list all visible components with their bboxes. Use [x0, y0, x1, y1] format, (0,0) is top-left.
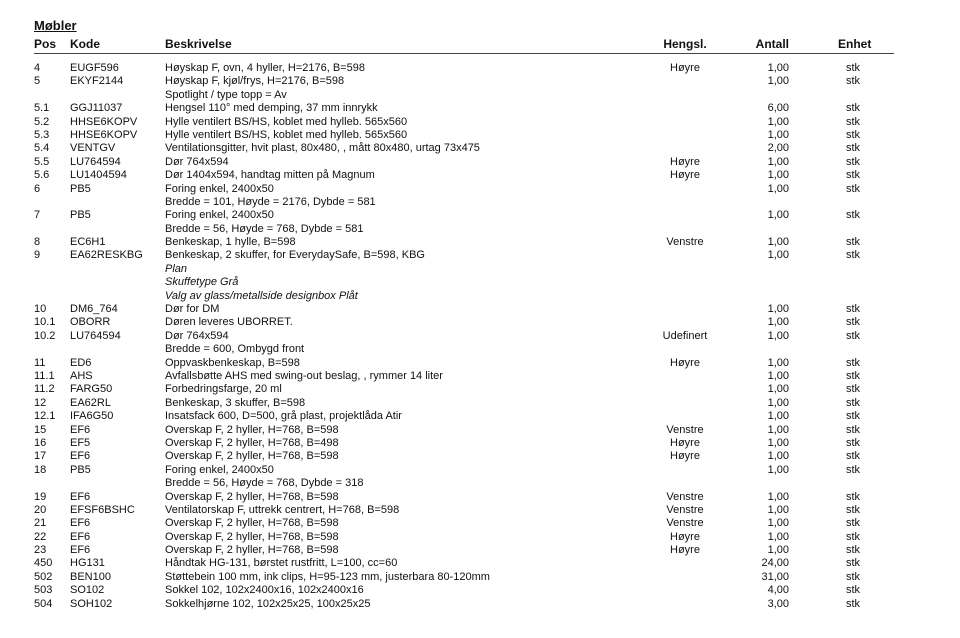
row-hengsl: Udefinert	[662, 329, 708, 342]
row-antall: 1,00	[767, 75, 789, 88]
row-enhet: stk	[845, 396, 861, 409]
table-row	[34, 557, 894, 570]
table-row	[34, 183, 894, 196]
row-hengsl: Høyre	[670, 356, 700, 369]
row-kode: BEN100	[70, 570, 111, 583]
row-pos: 12.1	[34, 410, 56, 423]
row-kode: EF5	[70, 436, 91, 449]
table-row	[34, 584, 894, 597]
table-row	[34, 236, 894, 249]
table-row	[34, 169, 894, 182]
row-kode: HG131	[70, 557, 105, 570]
row-description: Dør 1404x594, handtag mitten på Magnum	[165, 169, 375, 182]
col-enhet-header: Enhet	[838, 37, 872, 51]
row-hengsl: Venstre	[666, 236, 704, 249]
table-body	[34, 62, 894, 611]
table-row	[34, 316, 894, 329]
table-row	[34, 276, 894, 289]
row-hengsl: Høyre	[670, 530, 700, 543]
table-row	[34, 249, 894, 262]
row-kode: EF6	[70, 544, 91, 557]
table-row	[34, 544, 894, 557]
row-kode: ED6	[70, 356, 92, 369]
row-antall: 1,00	[767, 450, 789, 463]
row-antall: 1,00	[767, 128, 789, 141]
row-pos: 502	[34, 570, 53, 583]
row-kode: EF6	[70, 517, 91, 530]
table-row	[34, 156, 894, 169]
row-enhet: stk	[845, 570, 861, 583]
row-description: Plan	[165, 262, 188, 275]
row-kode: EA62RL	[70, 396, 111, 409]
row-pos: 5.5	[34, 155, 50, 168]
row-description: Høyskap F, kjøl/frys, H=2176, B=598	[165, 75, 345, 88]
row-description: Høyskap F, ovn, 4 hyller, H=2176, B=598	[165, 62, 365, 74]
row-pos: 19	[34, 490, 47, 503]
table-row	[34, 263, 894, 276]
section-title: Møbler	[34, 18, 77, 33]
row-hengsl: Høyre	[670, 62, 700, 74]
table-row	[34, 343, 894, 356]
row-antall: 1,00	[767, 169, 789, 182]
row-kode: PB5	[70, 182, 91, 195]
table-row	[34, 504, 894, 517]
row-description: Dør for DM	[165, 303, 220, 316]
row-enhet: stk	[845, 557, 861, 570]
row-enhet: stk	[845, 544, 861, 557]
row-antall: 1,00	[767, 316, 789, 329]
row-description: Skuffetype Grå	[165, 276, 239, 289]
row-enhet: stk	[845, 155, 861, 168]
table-row	[34, 89, 894, 102]
row-antall: 1,00	[767, 490, 789, 503]
row-enhet: stk	[845, 249, 861, 262]
row-description: Dør 764x594	[165, 329, 229, 342]
row-description: Benkeskap, 2 skuffer, for EverydaySafe, B=598, KBG	[165, 249, 425, 262]
row-description: Overskap F, 2 hyller, H=768, B=598	[165, 490, 339, 503]
row-enhet: stk	[845, 383, 861, 396]
row-hengsl: Venstre	[666, 423, 704, 436]
row-enhet: stk	[845, 369, 861, 382]
row-antall: 1,00	[767, 209, 789, 222]
row-description: Foring enkel, 2400x50	[165, 209, 274, 222]
table-row	[34, 464, 894, 477]
row-hengsl: Høyre	[670, 155, 700, 168]
row-antall: 1,00	[767, 236, 789, 249]
row-enhet: stk	[845, 75, 861, 88]
row-enhet: stk	[845, 316, 861, 329]
table-header	[34, 36, 894, 52]
row-hengsl: Venstre	[666, 503, 704, 516]
row-enhet: stk	[845, 142, 861, 155]
row-pos: 11.1	[34, 369, 55, 382]
table-row	[34, 330, 894, 343]
row-kode: EF6	[70, 423, 91, 436]
row-description: Håndtak HG-131, børstet rustfritt, L=100, cc=60	[165, 557, 398, 570]
row-enhet: stk	[845, 450, 861, 463]
row-description: Foring enkel, 2400x50	[165, 182, 274, 195]
row-description: Bredde = 600, Ombygd front	[165, 343, 305, 356]
row-description: Benkeskap, 1 hylle, B=598	[165, 236, 296, 249]
row-antall: 1,00	[767, 62, 789, 74]
row-hengsl: Venstre	[666, 490, 704, 503]
row-description: Støttebein 100 mm, ink clips, H=95-123 mm, justerbara 80-120mm	[165, 570, 490, 583]
row-kode: EKYF2144	[70, 75, 124, 88]
row-antall: 2,00	[767, 142, 789, 155]
row-pos: 11	[34, 356, 46, 369]
row-pos: 18	[34, 463, 47, 476]
table-row	[34, 531, 894, 544]
row-kode: AHS	[70, 369, 93, 382]
row-enhet: stk	[845, 410, 861, 423]
row-description: Overskap F, 2 hyller, H=768, B=598	[165, 423, 339, 436]
row-description: Sokkelhjørne 102, 102x25x25, 100x25x25	[165, 597, 371, 610]
row-antall: 4,00	[767, 584, 789, 597]
row-enhet: stk	[845, 62, 861, 74]
row-antall: 1,00	[767, 182, 789, 195]
row-pos: 15	[34, 423, 47, 436]
row-enhet: stk	[845, 517, 861, 530]
row-description: Overskap F, 2 hyller, H=768, B=598	[165, 450, 339, 463]
row-pos: 503	[34, 584, 53, 597]
row-enhet: stk	[845, 584, 861, 597]
table-row	[34, 437, 894, 450]
row-hengsl: Høyre	[670, 436, 700, 449]
row-enhet: stk	[845, 329, 861, 342]
row-description: Hylle ventilert BS/HS, koblet med hylleb. 565x560	[165, 128, 408, 141]
row-description: Ventilationsgitter, hvit plast, 80x480, , mått 80x480, urtag 73x475	[165, 142, 480, 155]
row-kode: EA62RESKBG	[70, 249, 143, 262]
table-row	[34, 142, 894, 155]
row-enhet: stk	[845, 182, 861, 195]
row-pos: 4	[34, 62, 41, 74]
col-hengsl-header: Hengsl.	[663, 37, 707, 51]
row-description: Oppvaskbenkeskap, B=598	[165, 356, 300, 369]
row-pos: 9	[34, 249, 41, 262]
row-antall: 6,00	[767, 102, 789, 115]
row-kode: LU764594	[70, 155, 121, 168]
table-row	[34, 424, 894, 437]
table-row	[34, 357, 894, 370]
row-description: Hylle ventilert BS/HS, koblet med hylleb. 565x560	[165, 115, 408, 128]
row-antall: 1,00	[767, 115, 789, 128]
row-description: Foring enkel, 2400x50	[165, 463, 274, 476]
row-kode: SOH102	[70, 597, 113, 610]
row-description: Bredde = 56, Høyde = 768, Dybde = 318	[165, 477, 364, 490]
row-enhet: stk	[845, 503, 861, 516]
row-antall: 1,00	[767, 423, 789, 436]
table-row	[34, 410, 894, 423]
row-antall: 1,00	[767, 369, 789, 382]
row-antall: 1,00	[767, 463, 789, 476]
row-enhet: stk	[845, 423, 861, 436]
table-row	[34, 129, 894, 142]
row-pos: 5.3	[34, 128, 50, 141]
row-pos: 10.1	[34, 316, 56, 329]
row-description: Spotlight / type topp = Av	[165, 88, 287, 101]
row-pos: 5.1	[34, 102, 50, 115]
row-kode: LU1404594	[70, 169, 127, 182]
row-kode: EF6	[70, 530, 91, 543]
row-kode: PB5	[70, 209, 91, 222]
row-hengsl: Venstre	[666, 517, 704, 530]
table-row	[34, 209, 894, 222]
row-kode: IFA6G50	[70, 410, 114, 423]
row-enhet: stk	[845, 303, 861, 316]
row-description: Bredde = 101, Høyde = 2176, Dybde = 581	[165, 195, 376, 208]
row-antall: 3,00	[767, 597, 789, 610]
row-antall: 31,00	[761, 570, 789, 583]
row-kode: DM6_764	[70, 303, 118, 316]
row-kode: GGJ11037	[70, 102, 123, 115]
table-row	[34, 303, 894, 316]
table-row	[34, 383, 894, 396]
table-row	[34, 196, 894, 209]
row-kode: EC6H1	[70, 236, 106, 249]
row-hengsl: Høyre	[670, 450, 700, 463]
row-enhet: stk	[845, 490, 861, 503]
row-enhet: stk	[845, 436, 861, 449]
table-row	[34, 370, 894, 383]
row-description: Insatsfack 600, D=500, grå plast, projektlåda Atir	[165, 410, 402, 423]
table-row	[34, 102, 894, 115]
table-row	[34, 571, 894, 584]
row-enhet: stk	[845, 463, 861, 476]
row-kode: LU764594	[70, 329, 121, 342]
row-enhet: stk	[845, 169, 861, 182]
row-description: Benkeskap, 3 skuffer, B=598	[165, 396, 306, 409]
row-antall: 24,00	[761, 557, 789, 570]
row-enhet: stk	[845, 597, 861, 610]
row-antall: 1,00	[767, 329, 789, 342]
table-row	[34, 223, 894, 236]
row-kode: EUGF596	[70, 62, 119, 74]
row-description: Dør 764x594	[165, 155, 229, 168]
row-hengsl: Høyre	[670, 544, 700, 557]
row-antall: 1,00	[767, 517, 789, 530]
row-pos: 5.4	[34, 142, 50, 155]
row-description: Bredde = 56, Høyde = 768, Dybde = 581	[165, 222, 364, 235]
row-description: Overskap F, 2 hyller, H=768, B=598	[165, 530, 339, 543]
row-pos: 10.2	[34, 329, 56, 342]
row-pos: 21	[34, 517, 47, 530]
row-antall: 1,00	[767, 410, 789, 423]
row-kode: EF6	[70, 450, 91, 463]
table-row	[34, 290, 894, 303]
row-antall: 1,00	[767, 249, 789, 262]
row-pos: 5.2	[34, 115, 50, 128]
row-kode: FARG50	[70, 383, 113, 396]
row-antall: 1,00	[767, 396, 789, 409]
row-description: Forbedringsfarge, 20 ml	[165, 383, 282, 396]
row-antall: 1,00	[767, 383, 789, 396]
row-pos: 23	[34, 544, 47, 557]
row-kode: OBORR	[70, 316, 111, 329]
row-description: Ventilatorskap F, uttrekk centrert, H=768, B=598	[165, 503, 400, 516]
table-row	[34, 517, 894, 530]
col-beskrivelse-header: Beskrivelse	[165, 37, 232, 51]
row-pos: 12	[34, 396, 47, 409]
table-row	[34, 75, 894, 88]
table-row	[34, 62, 894, 75]
row-antall: 1,00	[767, 544, 789, 557]
table-row	[34, 477, 894, 490]
row-kode: PB5	[70, 463, 91, 476]
row-pos: 8	[34, 236, 41, 249]
row-pos: 6	[34, 182, 41, 195]
table-row	[34, 116, 894, 129]
row-kode: SO102	[70, 584, 105, 597]
row-kode: HHSE6KOPV	[70, 115, 138, 128]
row-enhet: stk	[845, 115, 861, 128]
row-pos: 5	[34, 75, 41, 88]
row-kode: VENTGV	[70, 142, 116, 155]
row-description: Døren leveres UBORRET.	[165, 316, 293, 329]
row-description: Valg av glass/metallside designbox Plåt	[165, 289, 358, 302]
row-enhet: stk	[845, 356, 861, 369]
row-enhet: stk	[845, 236, 861, 249]
table-row	[34, 491, 894, 504]
row-description: Avfallsbøtte AHS med swing-out beslag, , rymmer 14 liter	[165, 369, 443, 382]
row-pos: 20	[34, 503, 47, 516]
row-antall: 1,00	[767, 155, 789, 168]
col-antall-header: Antall	[755, 37, 789, 51]
col-kode-header: Kode	[70, 37, 100, 51]
row-description: Overskap F, 2 hyller, H=768, B=498	[165, 436, 339, 449]
row-kode: HHSE6KOPV	[70, 128, 138, 141]
row-pos: 7	[34, 209, 41, 222]
row-description: Hengsel 110° med demping, 37 mm innrykk	[165, 102, 378, 115]
row-pos: 22	[34, 530, 47, 543]
row-pos: 11.2	[34, 383, 55, 396]
row-enhet: stk	[845, 128, 861, 141]
row-description: Overskap F, 2 hyller, H=768, B=598	[165, 544, 339, 557]
row-pos: 16	[34, 436, 47, 449]
row-antall: 1,00	[767, 530, 789, 543]
row-kode: EF6	[70, 490, 91, 503]
row-description: Sokkel 102, 102x2400x16, 102x2400x16	[165, 584, 364, 597]
row-pos: 10	[34, 303, 47, 316]
col-pos-header: Pos	[34, 37, 57, 51]
row-antall: 1,00	[767, 503, 789, 516]
row-pos: 5.6	[34, 169, 50, 182]
table-row	[34, 450, 894, 463]
row-description: Overskap F, 2 hyller, H=768, B=598	[165, 517, 339, 530]
row-kode: EFSF6BSHC	[70, 503, 135, 516]
row-hengsl: Høyre	[670, 169, 700, 182]
row-pos: 17	[34, 450, 47, 463]
row-enhet: stk	[845, 102, 861, 115]
header-divider	[34, 53, 894, 54]
row-antall: 1,00	[767, 356, 789, 369]
table-row	[34, 598, 894, 611]
row-enhet: stk	[845, 209, 861, 222]
row-antall: 1,00	[767, 303, 789, 316]
row-enhet: stk	[845, 530, 861, 543]
row-antall: 1,00	[767, 436, 789, 449]
row-pos: 450	[34, 557, 53, 570]
row-pos: 504	[34, 597, 53, 610]
table-row	[34, 397, 894, 410]
